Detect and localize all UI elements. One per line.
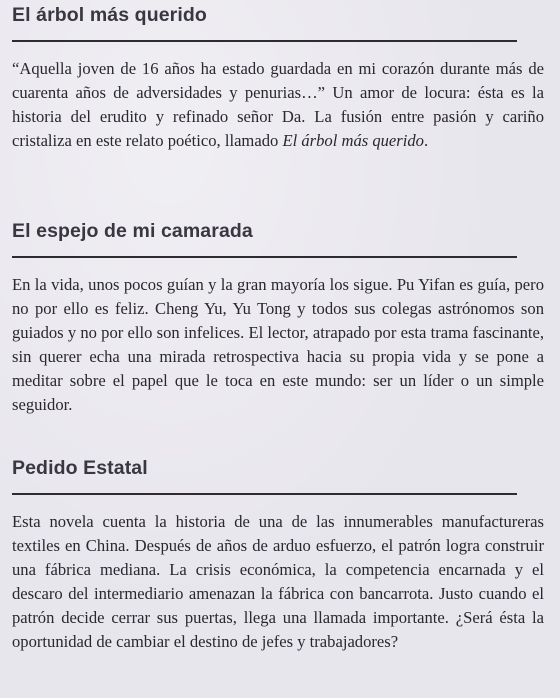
section-text-italic-title: El árbol más querido [282, 131, 424, 151]
section-pedido-estatal [12, 456, 548, 655]
title-divider [12, 256, 517, 258]
section-text-end: . [423, 131, 429, 151]
section-title: El árbol más querido [12, 4, 207, 26]
section-title: El espejo de mi camarada [12, 220, 253, 242]
section-el-arbol-mas-querido [12, 3, 548, 153]
section-text-main: “Aquella joven de 16 años ha estado guardada en mi corazón durante más de cuarenta años de adversidades y penurias…” Un amor de locura: ésta es la historia del erudito y refinado señor Da. La fusión entre pasión y cariño cristaliza en este relato poético, llamado [12, 59, 544, 151]
section-title: Pedido Estatal [12, 457, 148, 479]
section-text [12, 57, 544, 153]
title-divider [12, 493, 517, 495]
section-text: Esta novela cuenta la historia de una de las innumerables manufactureras textiles en China. Después de años de arduo esfuerzo, el patrón logra construir una fábrica mediana. La crisis económica, la competencia encarnada y el descaro del intermediario amenazan la fábrica con bancarrota. Justo cuando el patrón decide cerrar sus puertas, llega una llamada importante. ¿Será ésta la oportunidad de cambiar el destino de jefes y trabajadores? [12, 512, 544, 652]
section-text: En la vida, unos pocos guían y la gran mayoría los sigue. Pu Yifan es guía, pero no por ello es feliz. Cheng Yu, Yu Tong y todos sus colegas astrónomos son guiados y no por ello son infelices. El lector, atrapado por esta trama fascinante, sin querer echa una mirada retrospectiva hacia su propia vida y se pone a meditar sobre el papel que le toca en este mundo: ser un líder o un simple seguidor. [12, 275, 544, 415]
section-el-espejo-de-mi-camarada [12, 219, 548, 418]
title-divider [12, 40, 517, 42]
